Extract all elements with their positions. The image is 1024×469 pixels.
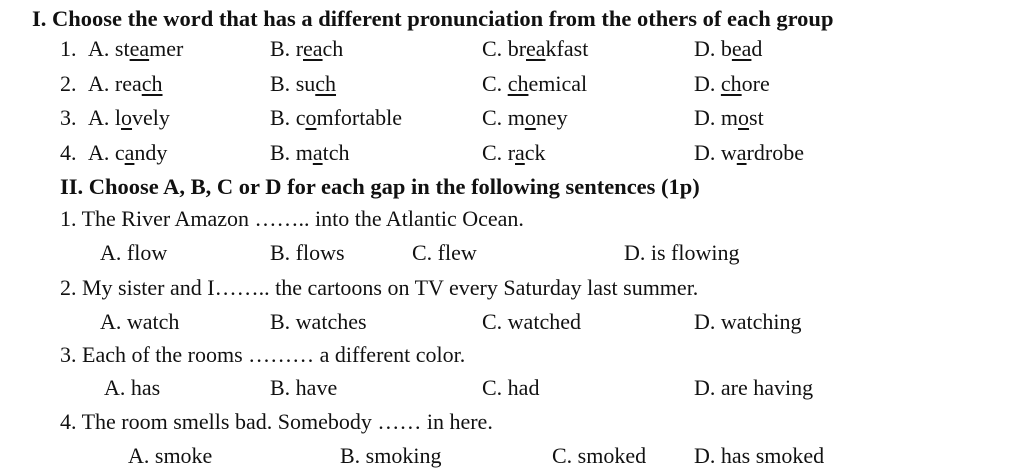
s2-q2-option-a: A. watch — [100, 309, 180, 334]
s2-q4-option-a: A. smoke — [128, 443, 213, 468]
s1-q3-option-a: A. lovely — [88, 105, 170, 130]
s2-q4-option-d: D. has smoked — [694, 443, 825, 468]
s1-q2-number: 2. — [60, 71, 77, 96]
s2-q3-option-c: C. had — [482, 375, 540, 400]
s1-q3-option-b: B. comfortable — [270, 105, 402, 130]
s2-q4-option-b: B. smoking — [340, 443, 442, 468]
s1-q4-option-c: C. rack — [482, 140, 546, 165]
s2-q2-option-b: B. watches — [270, 309, 367, 334]
s1-q3-number: 3. — [60, 105, 77, 130]
s1-q1-option-a: A. steamer — [88, 36, 184, 61]
s2-q3-stem: 3. Each of the rooms ……… a different color. — [60, 342, 466, 367]
s1-q1-option-d: D. bead — [694, 36, 763, 61]
s1-q1-number: 1. — [60, 36, 77, 61]
s2-q4-stem: 4. The room smells bad. Somebody …… in here. — [60, 409, 493, 434]
s2-q4-option-c: C. smoked — [552, 443, 647, 468]
s1-q2-option-d: D. chore — [694, 71, 770, 96]
s2-q2-option-d: D. watching — [694, 309, 802, 334]
s1-q1-option-c: C. breakfast — [482, 36, 589, 61]
s2-q3-option-b: B. have — [270, 375, 338, 400]
s2-q3-option-d: D. are having — [694, 375, 814, 400]
s1-q4-option-a: A. candy — [88, 140, 168, 165]
s1-q2-option-a: A. reach — [88, 71, 163, 96]
s2-q1-stem: 1. The River Amazon …….. into the Atlantic Ocean. — [60, 206, 524, 231]
section-2-heading: II. Choose A, B, C or D for each gap in the following sentences (1p) — [60, 174, 700, 199]
s1-q2-option-b: B. such — [270, 71, 337, 96]
s2-q2-stem: 2. My sister and I…….. the cartoons on TV every Saturday last summer. — [60, 275, 699, 300]
s1-q4-option-b: B. match — [270, 140, 350, 165]
s1-q2-option-c: C. chemical — [482, 71, 588, 96]
s1-q4-number: 4. — [60, 140, 77, 165]
s2-q1-option-d: D. is flowing — [624, 240, 740, 265]
s2-q1-option-c: C. flew — [412, 240, 477, 265]
s2-q1-option-a: A. flow — [100, 240, 168, 265]
s2-q2-option-c: C. watched — [482, 309, 581, 334]
s1-q4-option-d: D. wardrobe — [694, 140, 804, 165]
section-1-heading: I. Choose the word that has a different pronunciation from the others of each group — [32, 6, 834, 31]
s2-q1-option-b: B. flows — [270, 240, 345, 265]
s2-q3-option-a: A. has — [104, 375, 161, 400]
s1-q3-option-d: D. most — [694, 105, 764, 130]
s1-q1-option-b: B. reach — [270, 36, 344, 61]
s1-q3-option-c: C. money — [482, 105, 568, 130]
